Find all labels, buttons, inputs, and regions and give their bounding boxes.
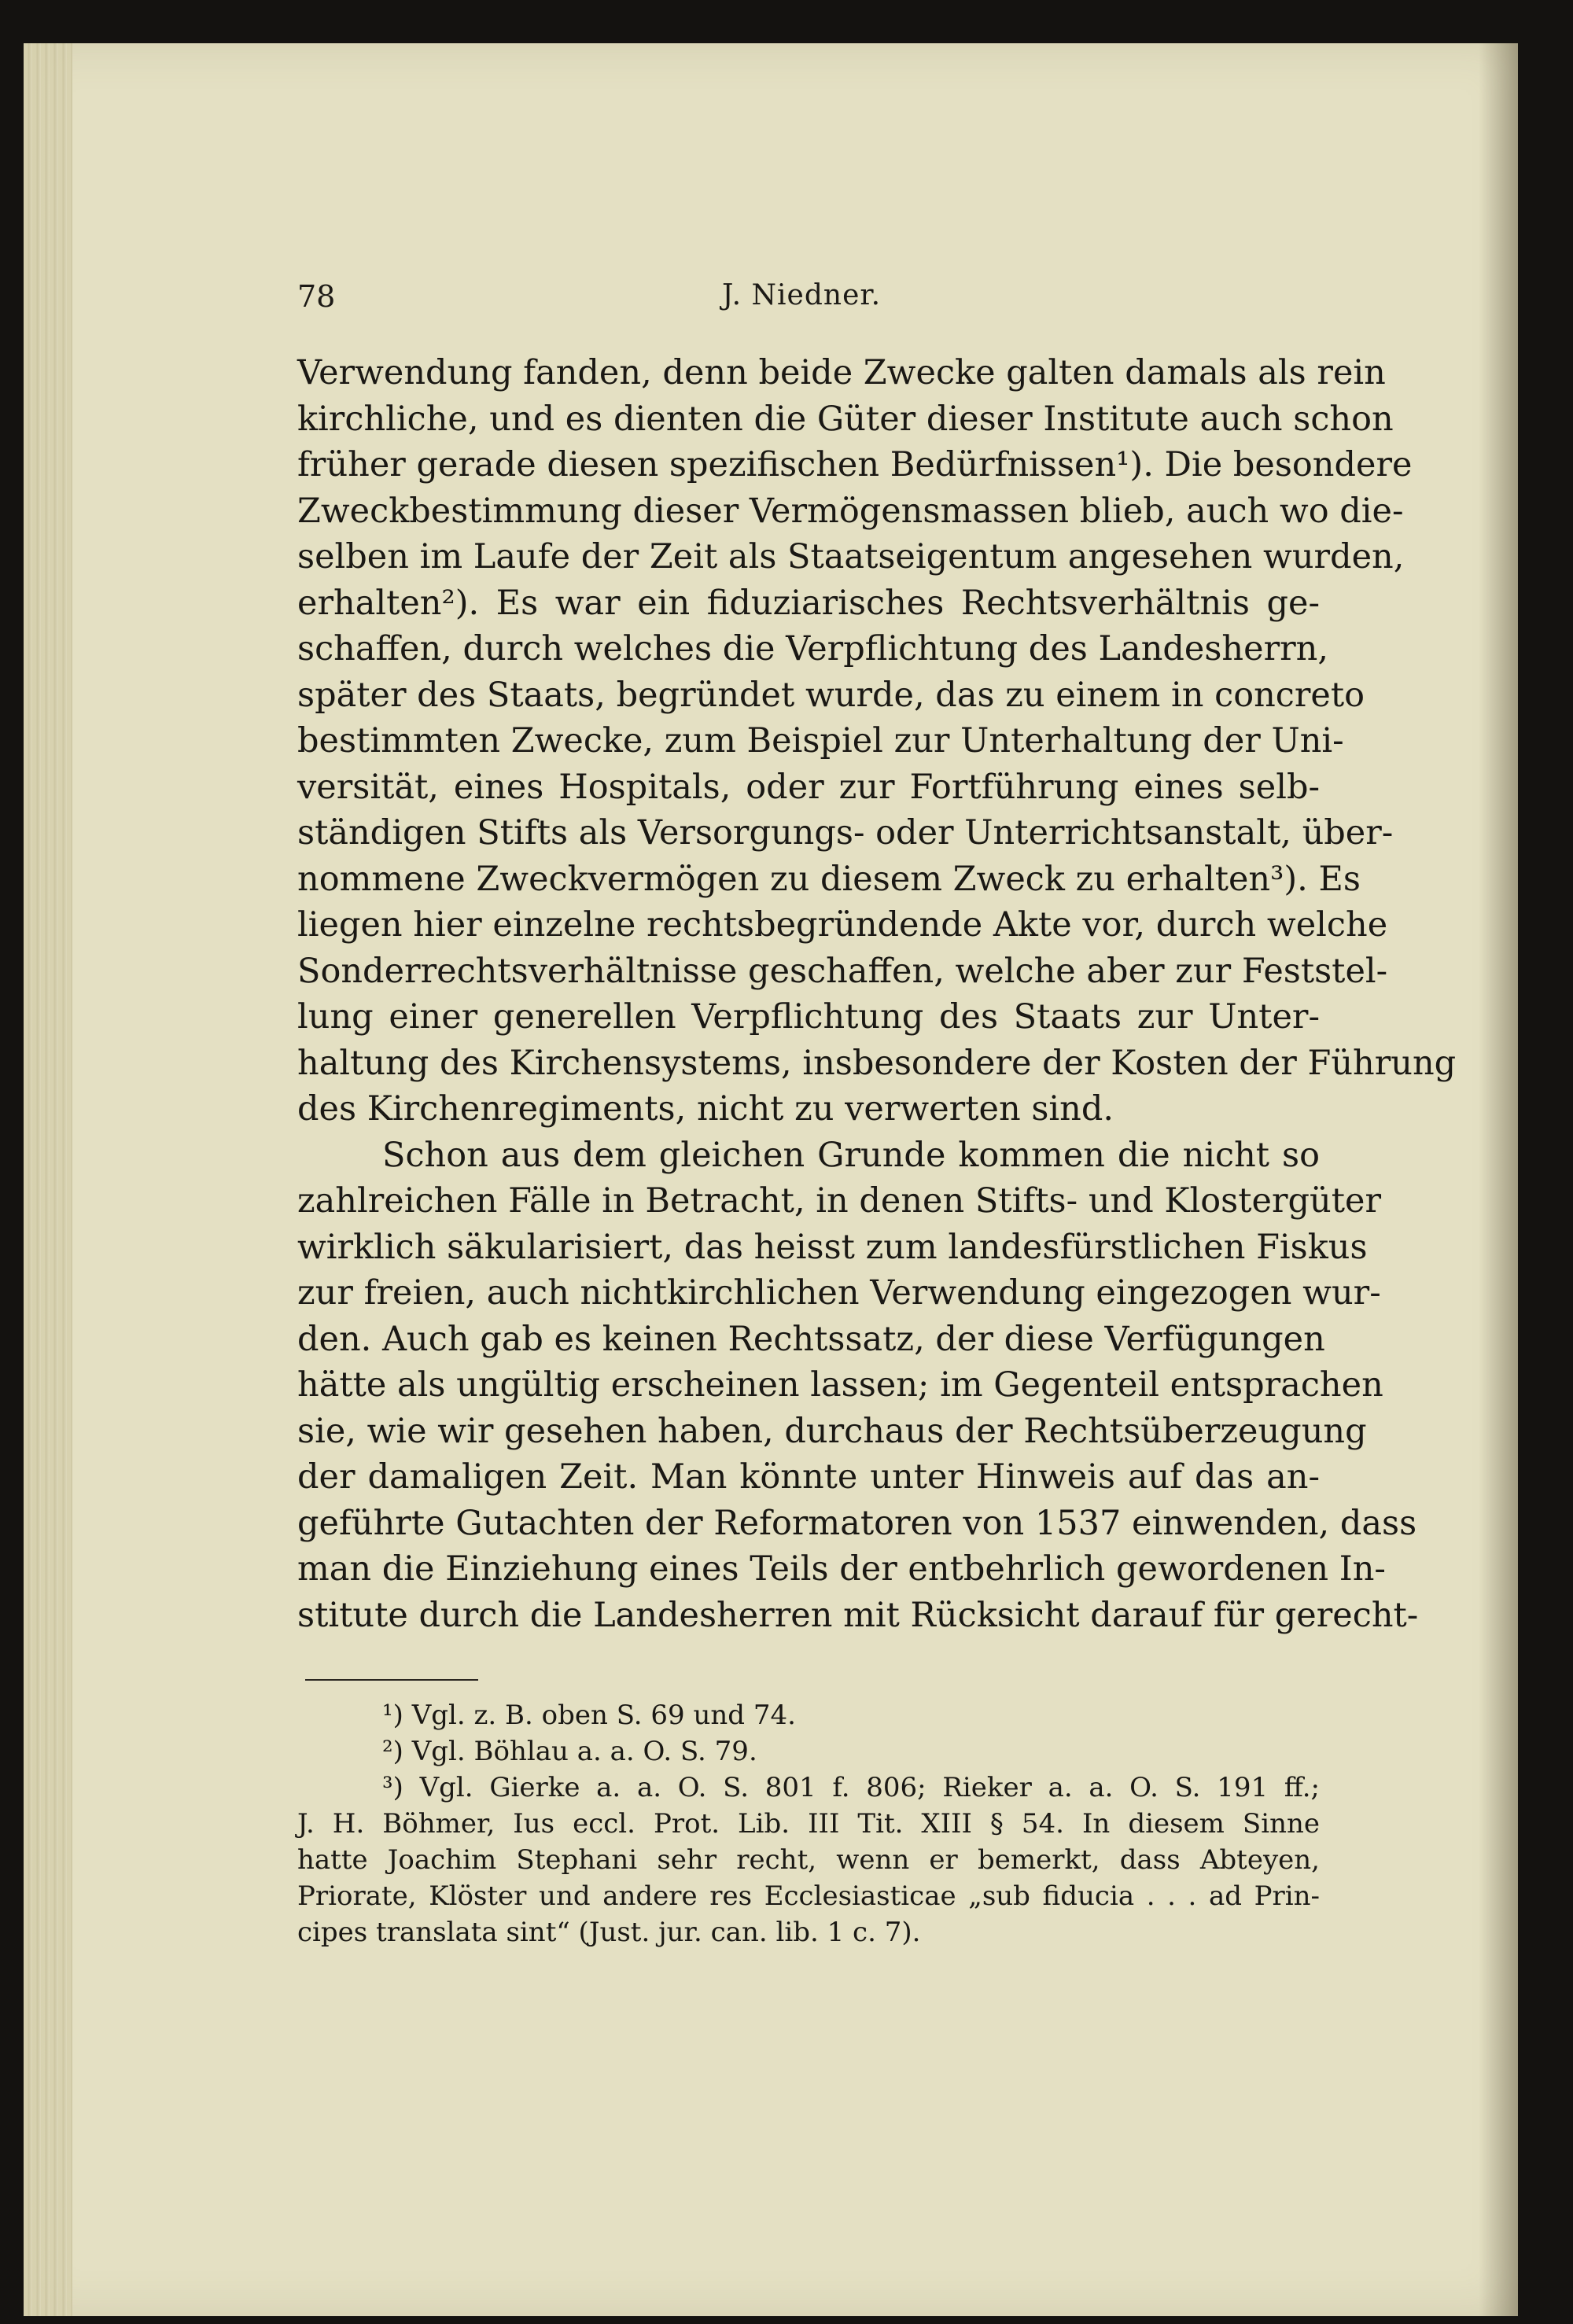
text-line: lung einer generellen Verpflichtung des Staats zur Unter- [297, 997, 1320, 1037]
footnote-line: hatte Joachim Stephani sehr recht, wenn er bemerkt, dass Abteyen, [297, 1844, 1320, 1876]
running-title: J. Niedner. [722, 279, 882, 311]
binding-shadow [1479, 43, 1518, 2316]
text-line: man die Einziehung eines Teils der entbehrlich gewordenen In- [297, 1549, 1386, 1589]
text-line: des Kirchenregiments, nicht zu verwerten sind. [297, 1089, 1114, 1129]
text-line: zur freien, auch nichtkirchlichen Verwendung eingezogen wur- [297, 1273, 1381, 1313]
text-line: zahlreichen Fälle in Betracht, in denen Stifts- und Klostergüter [297, 1181, 1382, 1221]
text-line: der damaligen Zeit. Man könnte unter Hinweis auf das an- [297, 1457, 1320, 1497]
text-line: versität, eines Hospitals, oder zur Fortführung eines selb- [297, 767, 1320, 807]
page-edges [24, 43, 72, 2316]
text-line: stitute durch die Landesherren mit Rücksicht darauf für gerecht- [297, 1595, 1419, 1635]
text-line: ständigen Stifts als Versorgungs- oder Unterrichtsanstalt, über- [297, 813, 1394, 853]
text-line: den. Auch gab es keinen Rechtssatz, der diese Verfügungen [297, 1319, 1325, 1359]
body-text [297, 350, 1457, 1638]
text-line: haltung des Kirchensystems, insbesondere der Kosten der Führung [297, 1043, 1457, 1083]
text-line: Verwendung fanden, denn beide Zwecke galten damals als rein [297, 353, 1386, 392]
text-line: hätte als ungültig erscheinen lassen; im Gegenteil entsprachen [297, 1365, 1383, 1405]
page-number: 78 [297, 279, 336, 314]
footnote-line: ¹) Vgl. z. B. oben S. 69 und 74. [382, 1700, 796, 1731]
footnote-line: cipes translata sint“ (Just. jur. can. lib. 1 c. 7). [297, 1917, 921, 1948]
text-line: schaffen, durch welches die Verpflichtung des Landesherrn, [297, 629, 1329, 668]
text-line: später des Staats, begründet wurde, das zu einem in concreto [297, 675, 1365, 715]
text-line: geführte Gutachten der Reformatoren von 1537 einwenden, dass [297, 1503, 1417, 1543]
text-line: früher gerade diesen spezifischen Bedürfnissen¹). Die besondere [297, 445, 1413, 484]
footnote-line: ³) Vgl. Gierke a. a. O. S. 801 f. 806; Rieker a. a. O. S. 191 ff.; [382, 1772, 1320, 1803]
footnote-rule [305, 1679, 478, 1681]
text-line: Sonderrechtsverhältnisse geschaffen, welche aber zur Feststel- [297, 951, 1388, 991]
text-line: erhalten²). Es war ein fiduziarisches Rechtsverhältnis ge- [297, 583, 1320, 623]
text-line: wirklich säkularisiert, das heisst zum landesfürstlichen Fiskus [297, 1227, 1368, 1267]
footnotes [297, 1697, 1320, 1950]
text-line: selben im Laufe der Zeit als Staatseigentum angesehen wurden, [297, 537, 1405, 576]
text-line: sie, wie wir gesehen haben, durchaus der Rechtsüberzeugung [297, 1411, 1367, 1451]
footnote-line: Priorate, Klöster und andere res Ecclesiasticae „sub fiducia . . . ad Prin- [297, 1880, 1320, 1912]
page-header [297, 279, 1320, 326]
text-line: liegen hier einzelne rechtsbegründende Akte vor, durch welche [297, 905, 1388, 945]
footnote-line: J. H. Böhmer, Ius eccl. Prot. Lib. III Tit. XIII § 54. In diesem Sinne [297, 1808, 1320, 1840]
text-line: Schon aus dem gleichen Grunde kommen die nicht so [382, 1135, 1320, 1175]
text-line: nommene Zweckvermögen zu diesem Zweck zu erhalten³). Es [297, 859, 1361, 899]
text-line: bestimmten Zwecke, zum Beispiel zur Unterhaltung der Uni- [297, 721, 1344, 761]
text-line: kirchliche, und es dienten die Güter dieser Institute auch schon [297, 399, 1394, 439]
footnote-line: ²) Vgl. Böhlau a. a. O. S. 79. [382, 1736, 757, 1767]
text-line: Zweckbestimmung dieser Vermögensmassen blieb, auch wo die- [297, 491, 1404, 531]
